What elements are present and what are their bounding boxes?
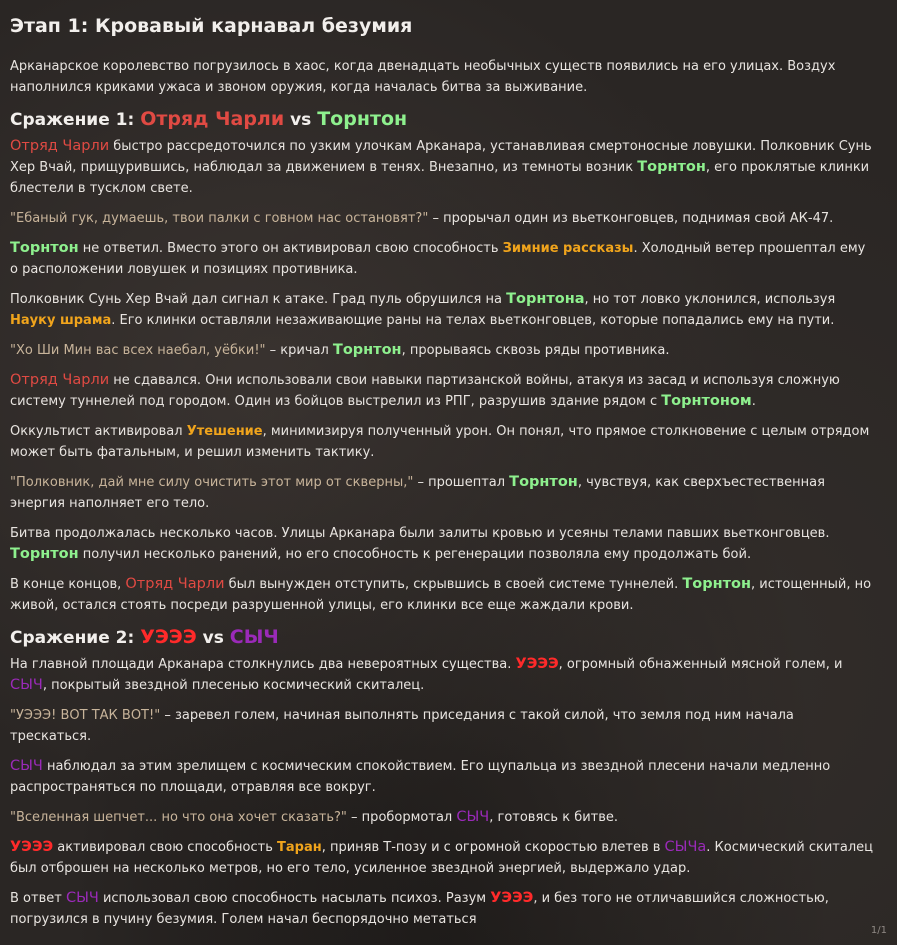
text-span: , и без того не отличавшийся сложностью, погрузился в пучину безумия. Голем начал беспорядочно метаться [10, 891, 829, 927]
battle-2-label: Сражение 2: [10, 628, 135, 648]
text-span: , минимизируя полученный урон. Он понял, что прямое столкновение с целым отрядом может быть фатальным, и решил изменить тактику. [10, 424, 870, 460]
text-span: использовал свою способность насылать психоз. Разум [98, 891, 491, 906]
battle-1-paragraph-2 [10, 208, 876, 229]
battle-1-heading [10, 107, 876, 132]
text-span: активировал свою способность [53, 840, 277, 855]
name-thornton: Торнтон [509, 474, 578, 490]
page-counter: 1/1 [870, 925, 887, 936]
fighter-charlie: Отряд Чарли [140, 108, 285, 130]
text-span: – кричал [265, 343, 333, 358]
text-span: . Холодный ветер прошептал ему о расположении ловушек и позициях противника. [10, 241, 866, 277]
text-span: – прошептал [413, 475, 510, 490]
name-charlie: Отряд Чарли [10, 138, 110, 154]
battle-2-paragraph-4 [10, 807, 876, 828]
name-thornton: Торнтон [332, 342, 402, 358]
text-span: На главной площади Арканара столкнулись два невероятных существа. [10, 657, 516, 672]
text-span: был вынужден отступить, скрывшись в своей системе туннелей. [224, 577, 683, 592]
name-thornton: Торнтон [682, 576, 751, 592]
battle-1-paragraph-5 [10, 340, 876, 361]
text-span: В конце концов, [10, 577, 126, 592]
text-span: не ответил. Вместо этого он активировал свою способность [78, 241, 503, 256]
fighter-ueee: УЭЭЭ [140, 626, 197, 648]
ability-name: Зимние рассказы [502, 241, 634, 256]
text-span: Битва продолжалась несколько часов. Улицы Арканара были залиты кровью и усеяны телами павших вьетконговцев. [10, 526, 830, 541]
quote-text: "УЭЭЭ! ВОТ ТАК ВОТ!" [10, 708, 161, 723]
name-thornton: Торнтон [10, 546, 79, 562]
text-span: , чувствуя, как сверхъестественная энергия наполняет его тело. [10, 475, 825, 511]
name-sych: СЫЧ [456, 809, 490, 825]
text-span: , его проклятые клинки блестели в тусклом свете. [10, 160, 870, 196]
name-thornton: Торнтона [506, 291, 585, 307]
page-title: Этап 1: Кровавый карнавал безумия [10, 15, 413, 37]
text-span: Полковник Сунь Хер Вчай дал сигнал к атаке. Град пуль обрушился на [10, 292, 507, 307]
battle-1-paragraph-9 [10, 523, 876, 565]
text-span: получил несколько ранений, но его способность к регенерации позволяла ему продолжать бой. [78, 547, 752, 562]
name-sych: СЫЧ [10, 758, 43, 774]
name-charlie: Отряд Чарли [125, 576, 225, 592]
battle-2-paragraph-6 [10, 888, 876, 930]
battle-1-paragraph-7 [10, 421, 876, 463]
text-span: . Его клинки оставляли незаживающие раны на телах вьетконговцев, которые попадались ему на пути. [111, 313, 835, 328]
text-span: , покрытый звездной плесенью космический скиталец. [42, 678, 425, 693]
text-span: . Космический скиталец был отброшен на несколько метров, но его тело, усиленное звездной энергией, выдержало удар. [10, 840, 873, 876]
battle-2-paragraph-5 [10, 837, 876, 879]
text-span: В ответ [10, 891, 66, 906]
text-span: , огромный обнаженный мясной голем, и [558, 657, 843, 672]
text-span: наблюдал за этим зрелищем с космическим спокойствием. Его щупальца из звездной плесени начали медленно распространяться по площади, отравляя все вокруг. [10, 759, 831, 795]
battle-1-paragraph-6 [10, 370, 876, 412]
quote-text: "Хо Ши Мин вас всех наебал, уёбки!" [10, 343, 266, 358]
name-ueee: УЭЭЭ [515, 656, 559, 672]
text-span: . [751, 394, 756, 409]
name-sych: СЫЧа [664, 839, 707, 855]
intro-paragraph: Арканарское королевство погрузилось в хаос, когда двенадцать необычных существ появились на его улицах. Воздух наполнился криками ужаса и звоном оружия, когда началась битва за выживание. [10, 59, 836, 95]
battle-2-paragraph-1 [10, 654, 876, 696]
quote-text: "Полковник, дай мне силу очистить этот мир от скверны," [10, 475, 414, 490]
name-thornton: Торнтоном [661, 393, 752, 409]
text-span: не сдавался. Они использовали свои навыки партизанской войны, атакуя из засад и используя сложную систему туннелей под городом. Один из бойцов выстрелил из РПГ, разрушив здание рядом с [10, 373, 840, 409]
versus-label: vs [202, 628, 224, 648]
text-span: – пробормотал [346, 810, 457, 825]
battle-2-paragraph-2 [10, 705, 876, 747]
battle-1-label: Сражение 1: [10, 110, 135, 130]
ability-name: Таран [277, 840, 322, 855]
name-sych: СЫЧ [10, 677, 43, 693]
name-thornton: Торнтон [637, 159, 706, 175]
document-page [10, 8, 876, 939]
versus-label: vs [290, 110, 312, 130]
text-span: , готовясь к битве. [489, 810, 619, 825]
text-span: , истощенный, но живой, остался стоять посреди разрушенной улицы, его клинки все еще жаждали крови. [10, 577, 872, 613]
battle-1-paragraph-4 [10, 289, 876, 331]
ability-name: Науку шрама [10, 313, 112, 328]
battle-1-paragraph-10 [10, 574, 876, 616]
fighter-sych: СЫЧ [229, 626, 279, 648]
quote-text: "Ебаный гук, думаешь, твои палки с говном нас остановят?" [10, 211, 429, 226]
text-span: – прорычал один из вьетконговцев, поднимая свой АК-47. [428, 211, 834, 226]
text-span: быстро рассредоточился по узким улочкам Арканара, устанавливая смертоносные ловушки. Полковник Сунь Хер Вчай, прищурившись, наблюдал за движением в тенях. Внезапно, из темноты возник [10, 139, 872, 175]
battle-2-heading [10, 625, 876, 650]
text-span: , но тот ловко уклонился, используя [584, 292, 836, 307]
text-span: – заревел голем, начиная выполнять приседания с такой силой, что земля под ним начала трескаться. [10, 708, 794, 744]
fighter-thornton: Торнтон [317, 108, 408, 130]
quote-text: "Вселенная шепчет... но что она хочет сказать?" [10, 810, 347, 825]
name-ueee: УЭЭЭ [10, 839, 54, 855]
battle-1-paragraph-8 [10, 472, 876, 514]
name-ueee: УЭЭЭ [490, 890, 534, 906]
name-sych: СЫЧ [65, 890, 99, 906]
text-span: , приняв Т-позу и с огромной скоростью влетев в [321, 840, 665, 855]
ability-name: Утешение [186, 424, 263, 439]
battle-2-paragraph-3 [10, 756, 876, 798]
battle-1-paragraph-3 [10, 238, 876, 280]
name-charlie: Отряд Чарли [10, 372, 110, 388]
text-span: Оккультист активировал [10, 424, 187, 439]
name-thornton: Торнтон [10, 240, 79, 256]
text-span: , прорываясь сквозь ряды противника. [401, 343, 670, 358]
battle-1-paragraph-1 [10, 136, 876, 199]
